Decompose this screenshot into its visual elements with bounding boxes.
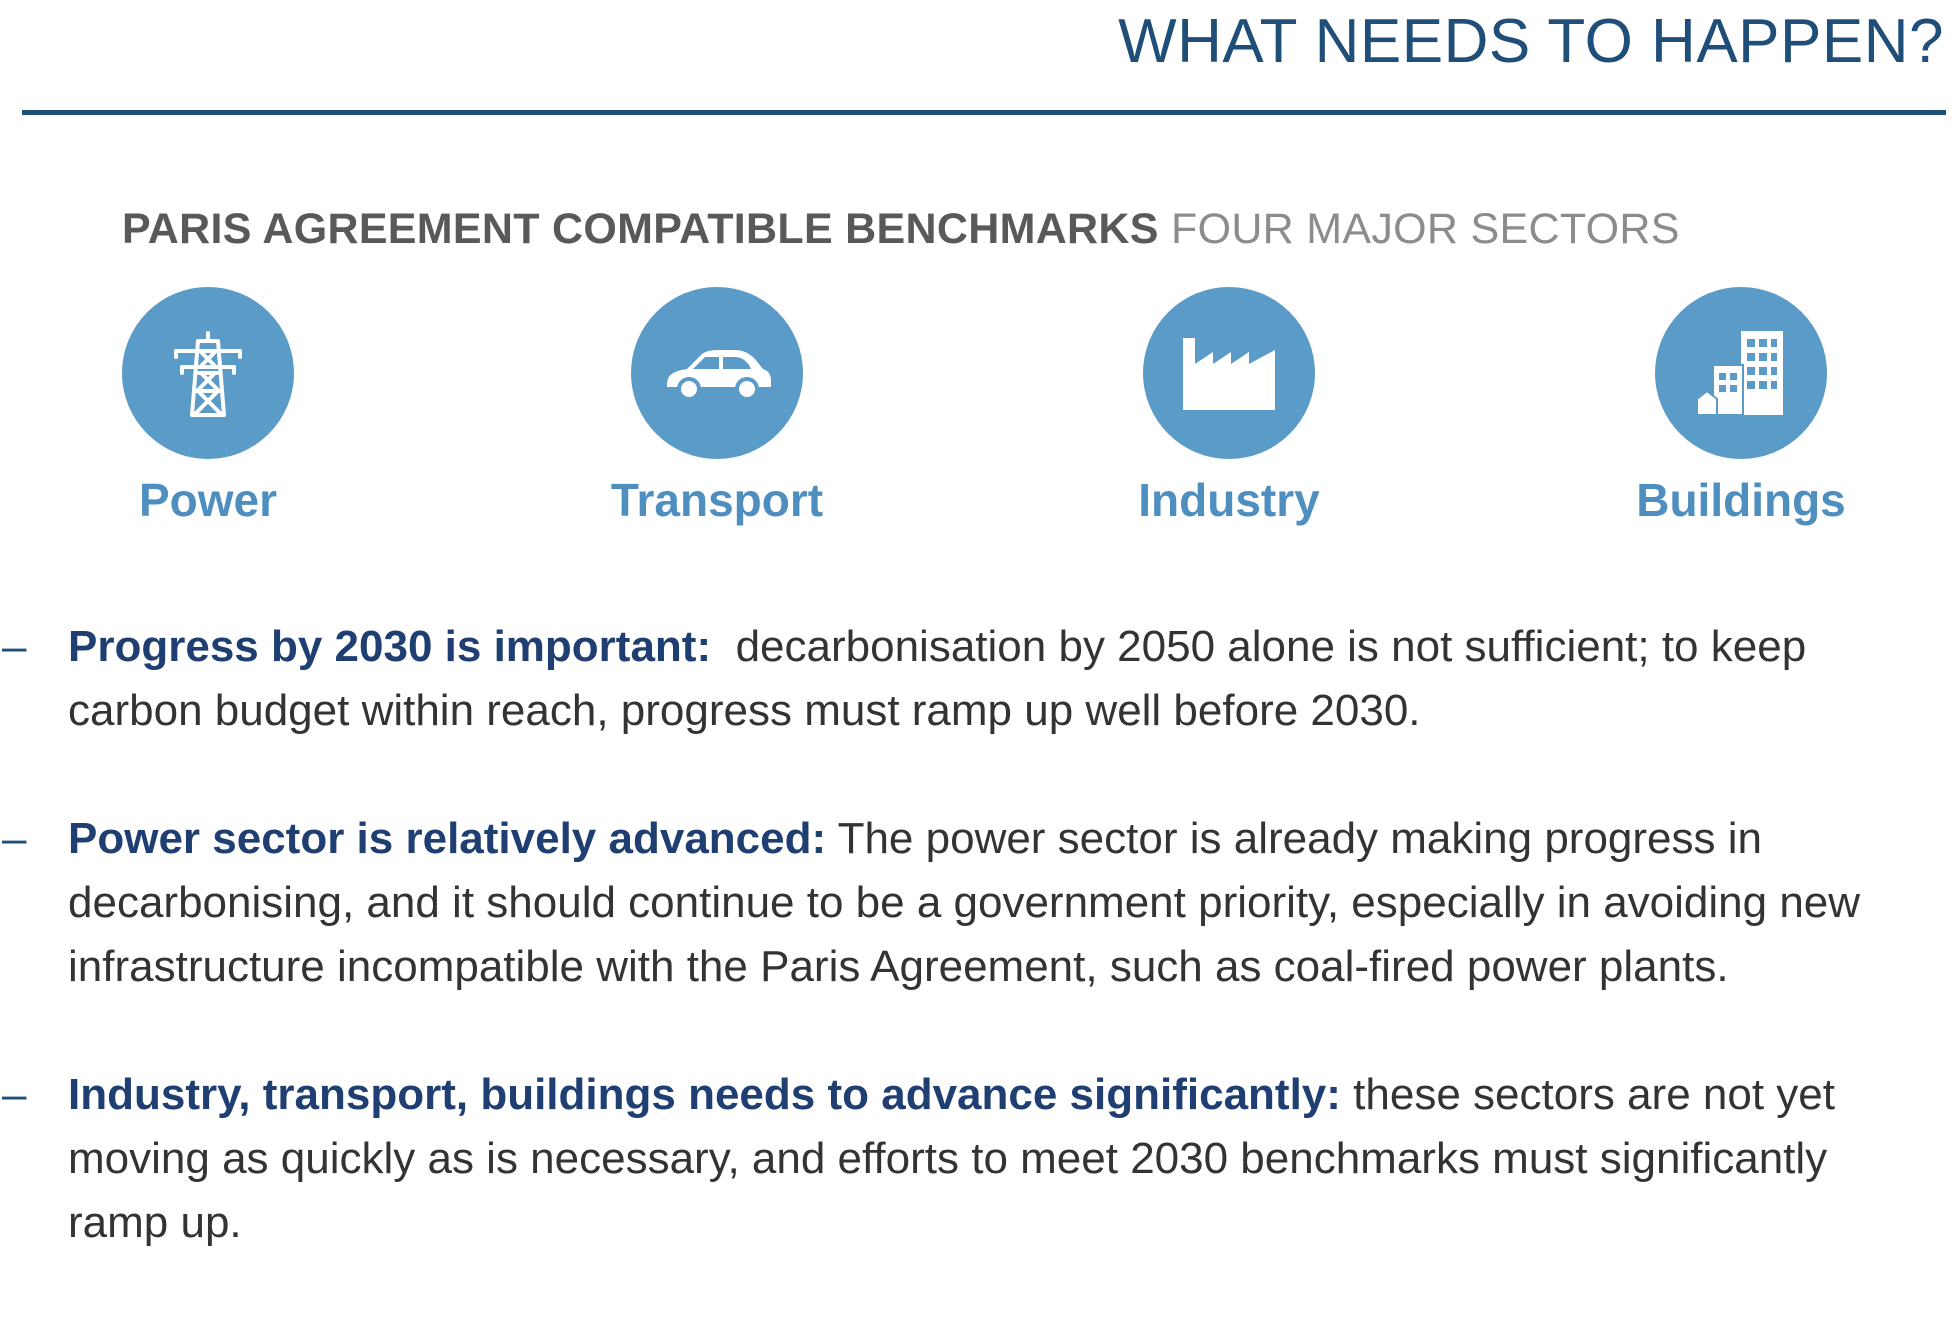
buildings-circle <box>1655 287 1827 459</box>
bullet-other-sectors <box>0 1063 1952 1255</box>
buildings-icon <box>1693 325 1789 421</box>
bullet-dash: – <box>2 814 27 863</box>
bullet-list <box>0 615 1952 1319</box>
benchmarks-heading-light: FOUR MAJOR SECTORS <box>1171 205 1680 253</box>
sector-label-power: Power <box>138 474 278 526</box>
bullet-dash: – <box>2 622 27 671</box>
bullet-lead: Industry, transport, buildings needs to advance significantly: <box>68 1070 1341 1119</box>
industry-circle <box>1143 287 1315 459</box>
bullet-lead: Progress by 2030 is important: <box>68 622 712 671</box>
bullet-progress-2030 <box>0 615 1952 743</box>
bullet-text: decarbonisation by 2050 alone is not sufficient; to keep carbon budget within reach, progress must ramp up well before 2030. <box>68 622 1807 735</box>
page-title: WHAT NEEDS TO HAPPEN? <box>1118 7 1944 76</box>
benchmarks-heading-bold: PARIS AGREEMENT COMPATIBLE BENCHMARKS <box>122 205 1159 253</box>
sector-label-industry: Industry <box>1138 474 1320 526</box>
bullet-dash: – <box>2 1070 27 1119</box>
factory-icon <box>1179 334 1279 412</box>
sector-power <box>38 287 378 527</box>
bullet-power-sector <box>0 807 1952 999</box>
bullet-lead: Power sector is relatively advanced: <box>68 814 827 863</box>
sector-label-transport: Transport <box>610 474 824 526</box>
power-circle <box>122 287 294 459</box>
power-pylon-icon <box>168 329 248 417</box>
benchmarks-heading <box>122 205 1680 254</box>
sector-transport <box>547 287 887 527</box>
sector-label-buildings: Buildings <box>1636 474 1846 526</box>
transport-circle <box>631 287 803 459</box>
bullet-text: these sectors are not yet moving as quickly as is necessary, and efforts to meet 2030 benchmarks must significantly ramp up. <box>68 1070 1835 1247</box>
car-icon <box>661 345 773 401</box>
bullet-text: The power sector is already making progress in decarbonising, and it should continue to be a government priority, especially in avoiding new infrastructure incompatible with the Paris Agreement, such as coal-fired power plants. <box>68 814 1861 991</box>
title-divider <box>22 110 1946 115</box>
sector-buildings <box>1571 287 1911 527</box>
sector-industry <box>1059 287 1399 527</box>
